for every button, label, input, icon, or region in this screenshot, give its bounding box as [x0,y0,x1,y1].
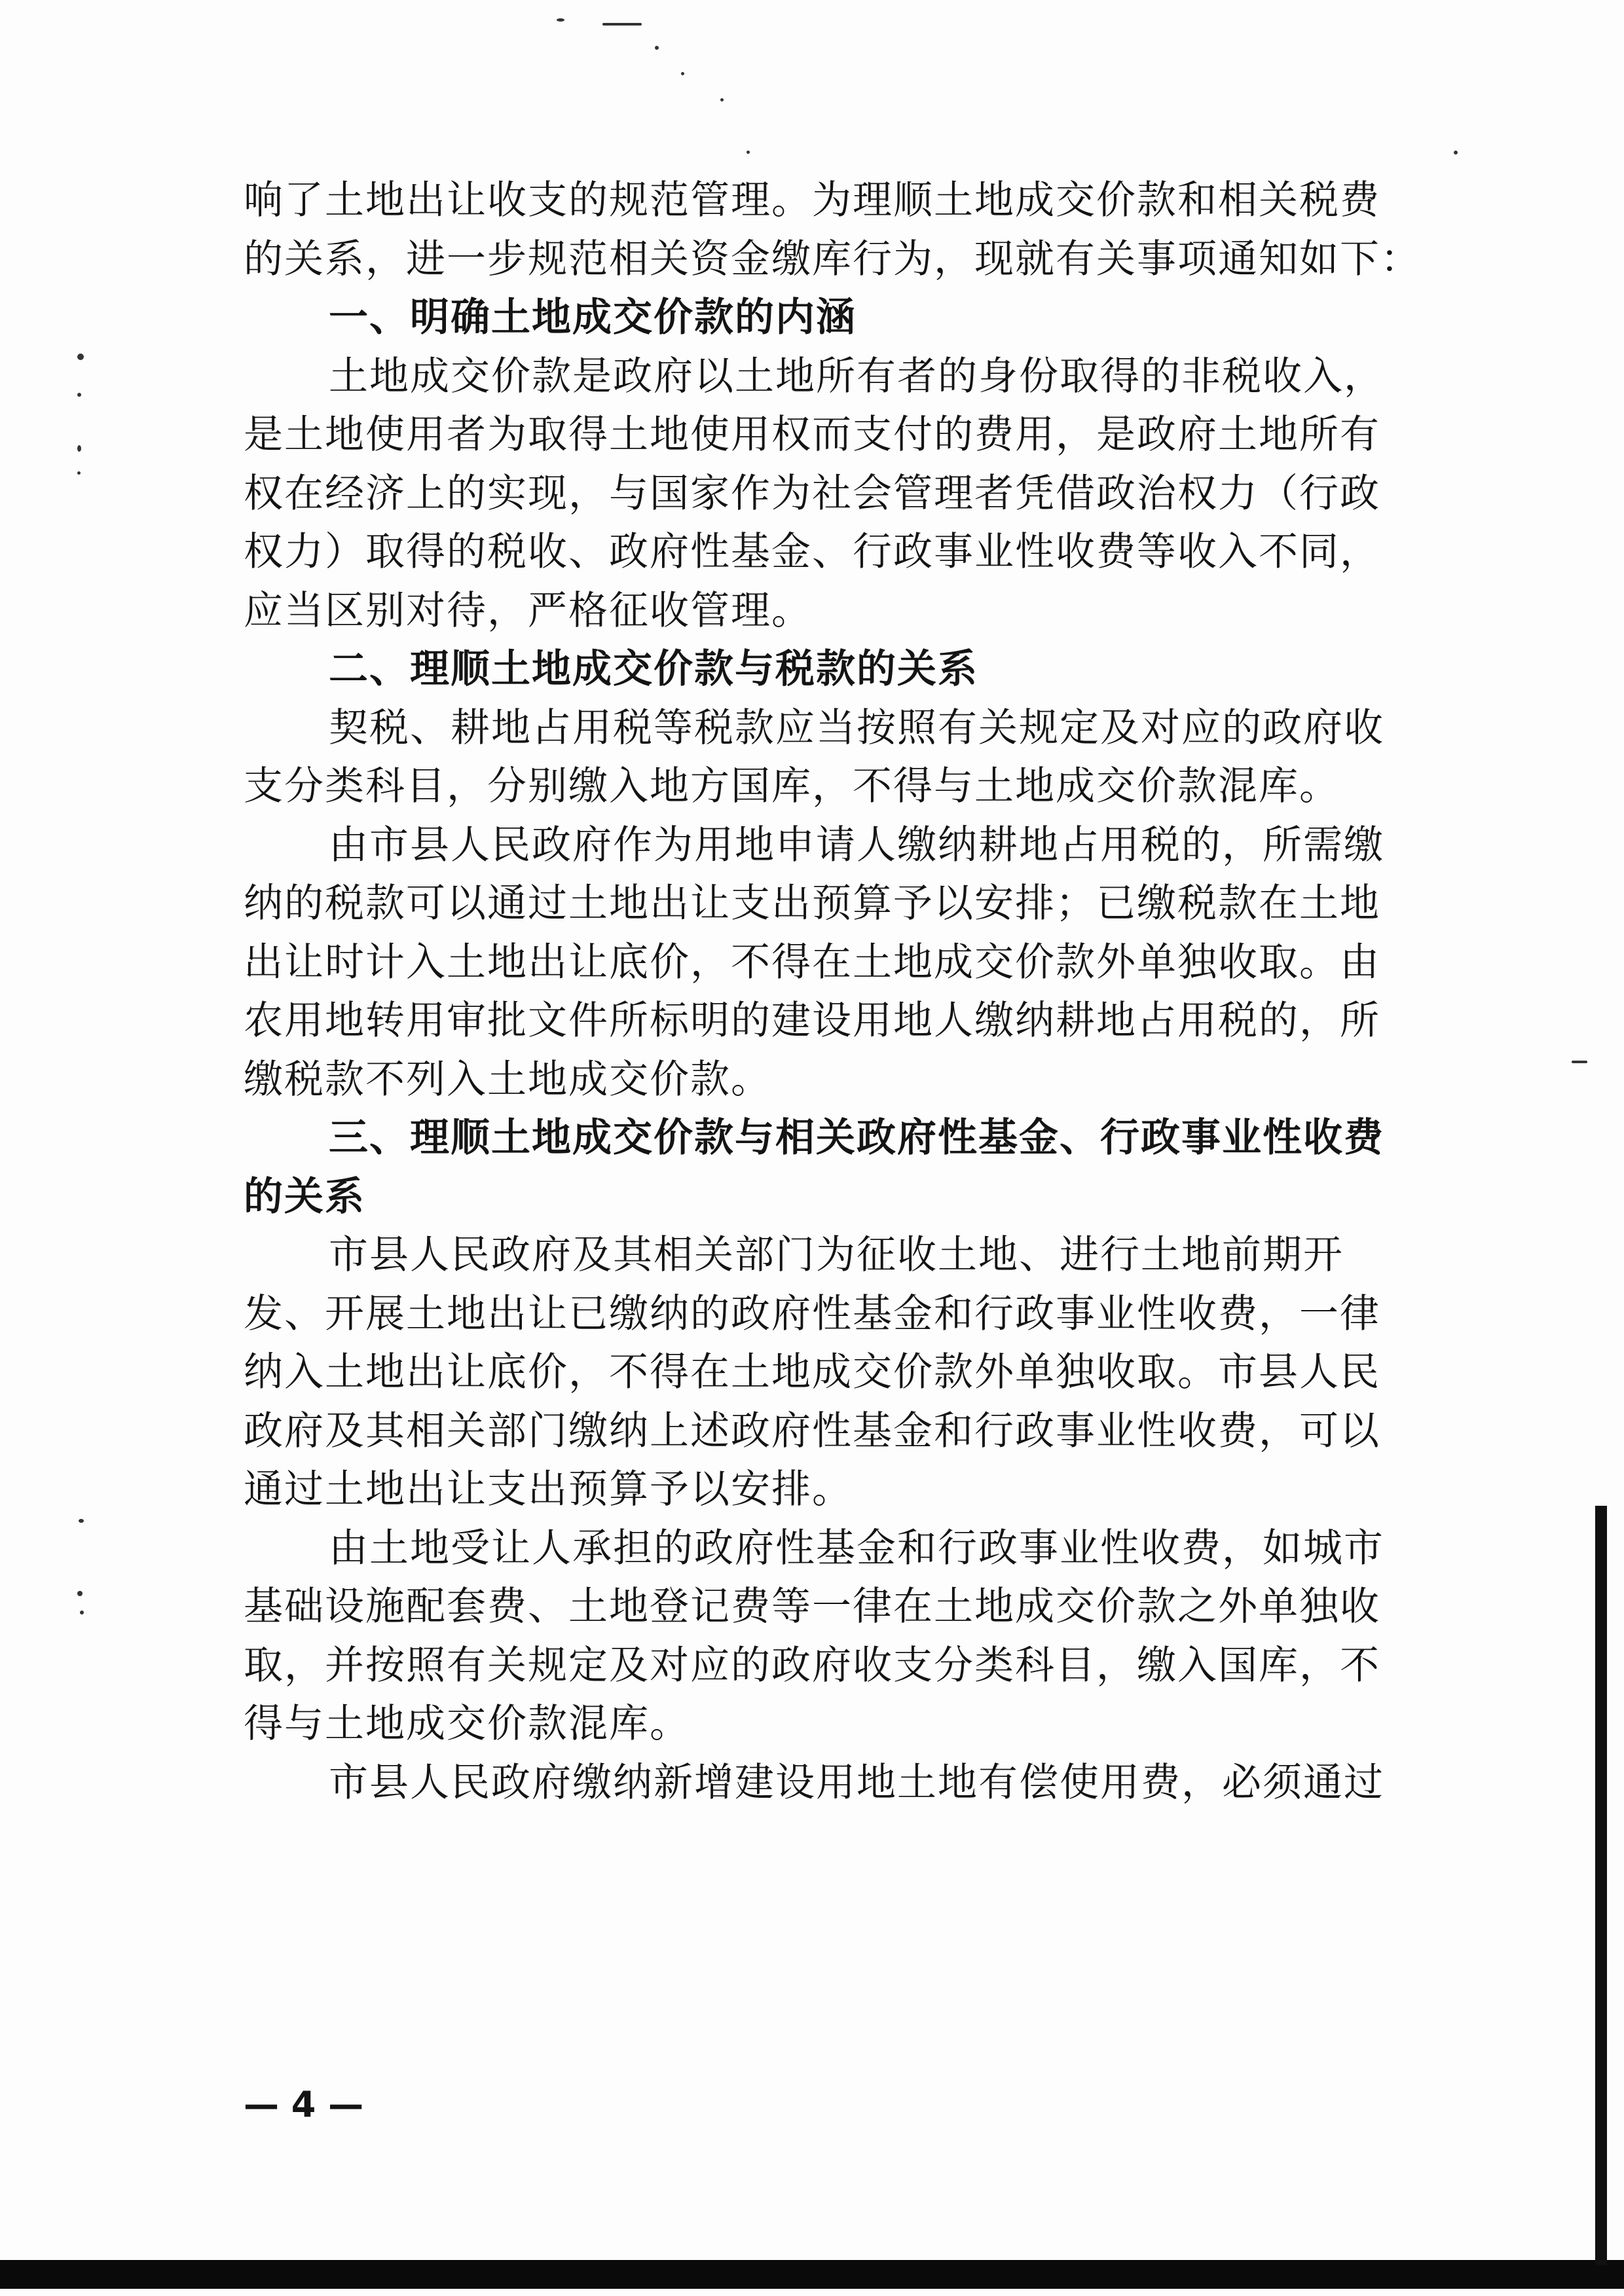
scan-speck [77,1591,83,1596]
paragraph-line: 权在经济上的实现，与国家作为社会管理者凭借政治权力（行政 [244,470,1380,517]
paragraph-line: 农用地转用审批文件所标明的建设用地人缴纳耕地占用税的，所 [244,998,1380,1044]
paragraph-line: 应当区别对待，严格征收管理。 [244,587,812,634]
body-text [244,172,1462,1812]
paragraph-line: 通过土地出让支出预算予以安排。 [244,1467,853,1512]
paragraph-line: 纳的税款可以通过土地出让支出预算予以安排；已缴税款在土地 [244,881,1380,926]
paragraph-line: 响了土地出让收支的规范管理。为理顺土地成交价款和相关税费 [244,177,1380,223]
scan-speck [747,151,750,154]
section-heading-line: 三、理顺土地成交价款与相关政府性基金、行政事业性收费 [329,1115,1384,1161]
scan-speck [681,72,684,75]
paragraph-line: 缴税款不列入土地成交价款。 [244,1056,771,1102]
scan-bottom-edge [0,2260,1624,2289]
paragraph-line: 出让时计入土地出让底价，不得在土地成交价款外单独收取。由 [244,939,1380,985]
paragraph-line: 市县人民政府缴纳新增建设用地土地有偿使用费，必须通过 [329,1759,1384,1806]
paragraph-line: 发、开展土地出让已缴纳的政府性基金和行政事业性收费，一律 [244,1290,1380,1337]
paragraph-line: 的关系，进一步规范相关资金缴库行为，现就有关事项通知如下： [244,236,1421,282]
paragraph-line: 由市县人民政府作为用地申请人缴纳耕地占用税的，所需缴 [329,822,1384,868]
section-heading-line: 的关系 [244,1173,365,1220]
scan-speck [602,23,642,26]
page-number: — 4 — [244,2084,364,2125]
scan-speck [77,393,81,397]
scan-speck [1572,1061,1587,1063]
paragraph-line: 纳入土地出让底价，不得在土地成交价款外单独收取。市县人民 [244,1349,1380,1395]
paragraph-line: 是土地使用者为取得土地使用权而支付的费用，是政府土地所有 [244,412,1380,458]
scan-speck [77,354,84,360]
paragraph-line: 支分类科目，分别缴入地方国库，不得与土地成交价款混库。 [244,763,1340,809]
paragraph-line: 契税、耕地占用税等税款应当按照有关规定及对应的政府收 [329,704,1384,751]
scan-speck [1454,151,1458,155]
paragraph-line: 得与土地成交价款混库。 [244,1701,690,1747]
scan-speck [80,1611,84,1614]
scan-speck [77,445,81,452]
scan-speck [557,18,564,22]
paragraph-line: 基础设施配套费、土地登记费等一律在土地成交价款之外单独收 [244,1584,1380,1630]
paragraph-line: 由土地受让人承担的政府性基金和行政事业性收费，如城市 [329,1525,1384,1571]
scan-speck [655,46,659,50]
scan-speck [720,98,724,101]
paragraph-line: 土地成交价款是政府以土地所有者的身份取得的非税收入， [329,353,1384,399]
paragraph-line: 市县人民政府及其相关部门为征收土地、进行土地前期开 [329,1232,1344,1278]
paragraph-line: 取，并按照有关规定及对应的政府收支分类科目，缴入国库，不 [244,1642,1380,1688]
paragraph-line: 权力）取得的税收、政府性基金、行政事业性收费等收入不同， [244,529,1380,575]
scan-right-edge [1595,1506,1607,2265]
paragraph-line: 政府及其相关部门缴纳上述政府性基金和行政事业性收费，可以 [244,1408,1380,1454]
section-heading-line: 二、理顺土地成交价款与税款的关系 [329,646,978,692]
scan-speck [79,1519,84,1523]
section-heading-line: 一、明确土地成交价款的内涵 [329,295,857,340]
scan-speck [77,471,81,475]
